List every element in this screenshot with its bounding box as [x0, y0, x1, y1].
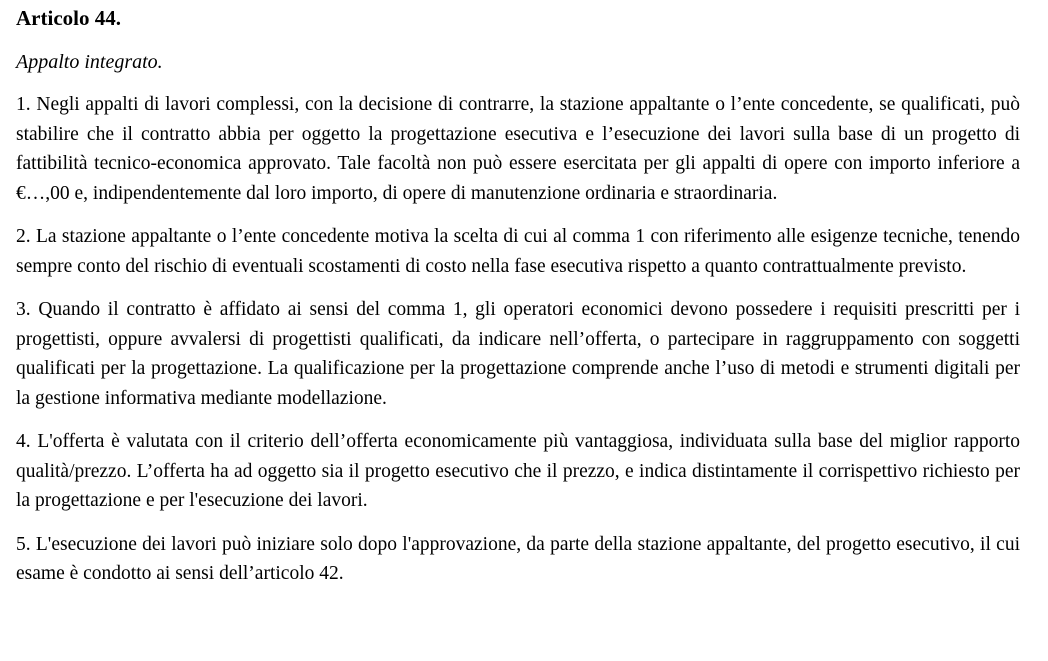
paragraph-2: 2. La stazione appaltante o l’ente concedente motiva la scelta di cui al comma 1 con riferimento alle esigenze tecniche, tenendo sempre conto del rischio di eventuali scostamenti di costo nella fase esecutiva rispetto a quanto contrattualmente previsto.: [16, 226, 1020, 277]
paragraph-3: 3. Quando il contratto è affidato ai sensi del comma 1, gli operatori economici devono possedere i requisiti prescritti per i progettisti, oppure avvalersi di progettisti qualificati, da indicare nell’offerta, o partecipare in raggruppamento con soggetti qualificati per la progettazione. La qualificazione per la progettazione comprende anche l’uso di metodi e strumenti digitali per la gestione informativa mediante modellazione.: [16, 299, 1020, 409]
paragraph-5: 5. L'esecuzione dei lavori può iniziare solo dopo l'approvazione, da parte della stazione appaltante, del progetto esecutivo, il cui esame è condotto ai sensi dell’articolo 42.: [16, 533, 1020, 584]
paragraph-4: 4. L'offerta è valutata con il criterio dell’offerta economicamente più vantaggiosa, individuata sulla base del miglior rapporto qualità/prezzo. L’offerta ha ad oggetto sia il progetto esecutivo che il prezzo, e indica distintamente il corrispettivo richiesto per la progettazione e per l'esecuzione dei lavori.: [16, 431, 1020, 511]
paragraph-1: 1. Negli appalti di lavori complessi, con la decisione di contrarre, la stazione appaltante o l’ente concedente, se qualificati, può stabilire che il contratto abbia per oggetto la progettazione esecutiva e l’esecuzione dei lavori sulla base di un progetto di fattibilità tecnico-economica approvato. Tale facoltà non può essere esercitata per gli appalti di opere con importo inferiore a €…,00 e, indipendentemente dal loro importo, di opere di manutenzione ordinaria e straordinaria.: [16, 94, 1020, 204]
article-subtitle: Appalto integrato.: [16, 51, 163, 73]
article-title: Articolo 44.: [16, 6, 121, 30]
